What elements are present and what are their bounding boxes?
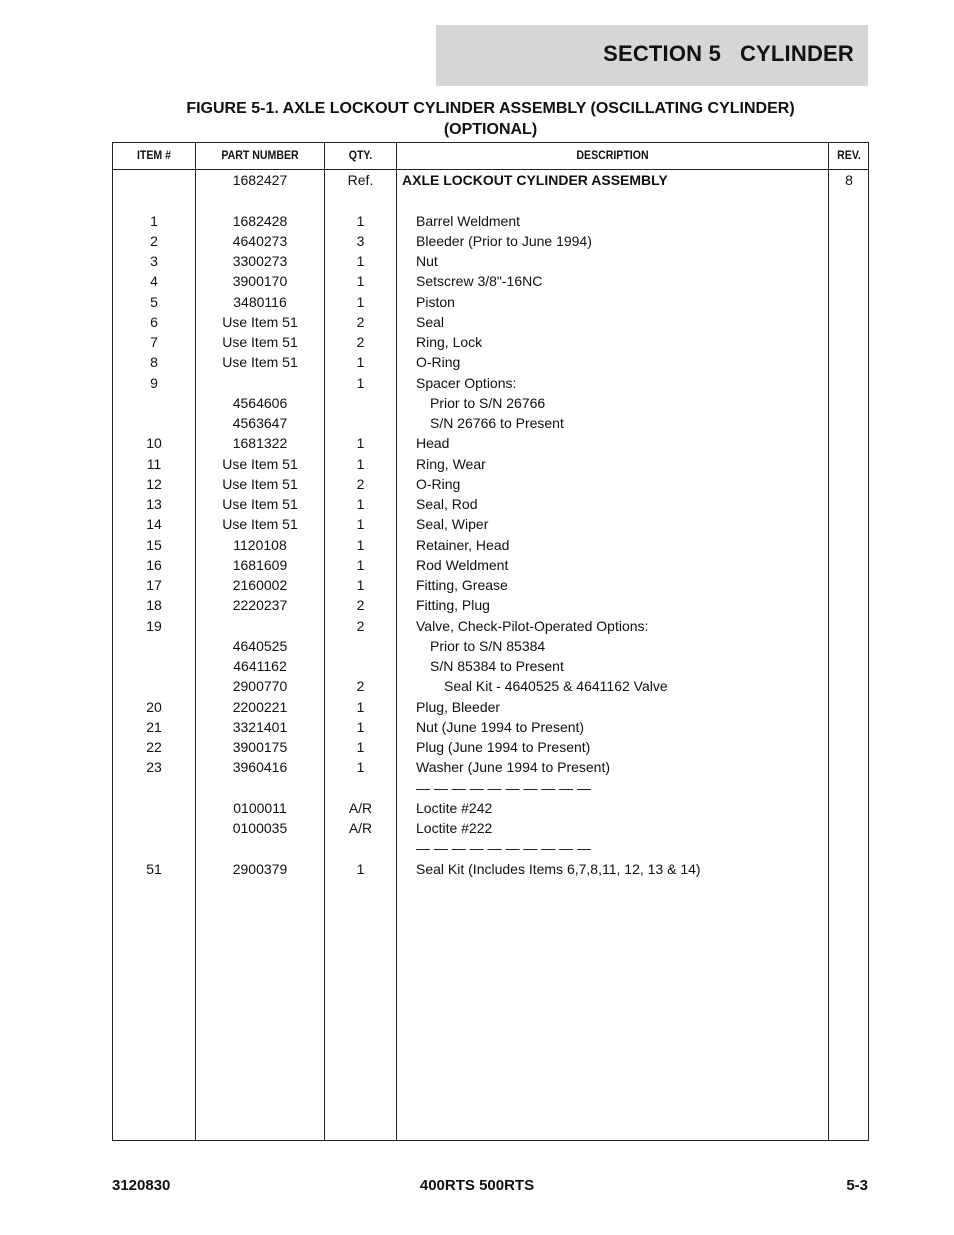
description: Head — [416, 435, 450, 452]
description: Nut (June 1994 to Present) — [416, 718, 585, 735]
part-number: 4564606 — [232, 394, 288, 411]
description: S/N 26766 to Present — [430, 415, 564, 431]
table-row — [113, 798, 868, 818]
description: S/N 85384 to Present — [430, 658, 564, 674]
quantity: 1 — [356, 759, 365, 776]
description: Bleeder (Prior to June 1994) — [416, 232, 592, 249]
description: Setscrew 3/8"-16NC — [416, 273, 543, 290]
table-row — [113, 514, 868, 534]
description: O-Ring — [416, 475, 461, 492]
table-row — [113, 373, 868, 393]
table-row — [113, 737, 868, 757]
table-row — [113, 454, 868, 474]
header-description: DESCRIPTION — [576, 148, 649, 162]
table-row — [113, 757, 868, 777]
footer-page-number: 5-3 — [846, 1177, 868, 1194]
table-row — [113, 778, 868, 798]
part-number: Use Item 51 — [222, 354, 298, 371]
item-number: 13 — [146, 496, 162, 512]
table-row — [113, 636, 868, 656]
table-row — [113, 859, 868, 879]
quantity: 2 — [356, 334, 365, 350]
quantity: 1 — [356, 455, 365, 472]
description: Seal, Wiper — [416, 516, 489, 533]
table-row — [113, 838, 868, 858]
part-number: 4641162 — [233, 658, 287, 674]
item-number: 5 — [150, 293, 158, 310]
table-row — [113, 575, 868, 595]
quantity: 1 — [356, 496, 365, 512]
table-row — [113, 231, 868, 251]
description: Prior to S/N 26766 — [430, 394, 546, 411]
quantity: 1 — [356, 860, 365, 877]
part-number: 4640273 — [232, 232, 288, 249]
quantity: 1 — [356, 435, 365, 452]
part-number: 3900170 — [232, 273, 288, 290]
table-row — [113, 494, 868, 514]
table-row — [113, 251, 868, 271]
table-row — [113, 656, 868, 676]
header-qty: QTY. — [348, 148, 373, 162]
part-number: Use Item 51 — [222, 475, 298, 492]
quantity: 1 — [356, 556, 365, 573]
item-number: 22 — [146, 739, 162, 755]
item-number: 21 — [146, 718, 162, 735]
quantity: 1 — [356, 577, 365, 593]
description: Loctite #222 — [416, 820, 493, 836]
table-body — [113, 170, 868, 879]
quantity: 1 — [356, 212, 365, 229]
description: Piston — [416, 293, 455, 310]
description: Ring, Wear — [416, 455, 486, 472]
description: Plug, Bleeder — [416, 698, 501, 715]
header-part-number: PART NUMBER — [221, 148, 299, 162]
table-row — [113, 818, 868, 838]
figure-title: FIGURE 5-1. AXLE LOCKOUT CYLINDER ASSEMBLY (OSCILLATING CYLINDER) — [186, 100, 795, 117]
description: Retainer, Head — [416, 536, 510, 553]
quantity: 2 — [356, 617, 365, 634]
table-row — [113, 535, 868, 555]
item-number: 2 — [150, 232, 158, 249]
quantity: 1 — [356, 354, 365, 371]
description: Seal, Rod — [416, 496, 478, 512]
quantity: 1 — [356, 718, 365, 735]
item-number: 14 — [146, 516, 162, 533]
part-number: 1681322 — [232, 435, 288, 452]
part-number: 1682428 — [232, 212, 288, 229]
quantity: Ref. — [347, 172, 374, 188]
table-row — [113, 717, 868, 737]
table-row — [113, 474, 868, 494]
part-number: Use Item 51 — [222, 455, 298, 472]
table-row — [113, 697, 868, 717]
table-row — [113, 211, 868, 231]
part-number: 3960416 — [232, 759, 288, 776]
description: AXLE LOCKOUT CYLINDER ASSEMBLY — [402, 172, 668, 188]
part-number: 2200221 — [232, 698, 288, 715]
item-number: 4 — [150, 273, 158, 290]
table-row — [113, 393, 868, 413]
part-number: 0100035 — [232, 820, 288, 836]
item-number: 20 — [146, 698, 162, 715]
part-number: 1681609 — [232, 556, 288, 573]
quantity: 1 — [356, 536, 365, 553]
table-row — [113, 271, 868, 291]
part-number: 3300273 — [232, 253, 288, 269]
revision: 8 — [845, 172, 853, 188]
item-number: 9 — [150, 374, 158, 391]
item-number: 1 — [150, 212, 158, 229]
item-number: 51 — [146, 860, 162, 877]
part-number: 1682427 — [232, 172, 288, 188]
description: Prior to S/N 85384 — [430, 637, 546, 654]
part-number: 0100011 — [233, 799, 287, 816]
description: Seal Kit - 4640525 & 4641162 Valve — [444, 678, 668, 695]
description: Plug (June 1994 to Present) — [416, 739, 591, 755]
part-number: 2160002 — [232, 577, 288, 593]
description: Seal — [416, 313, 445, 330]
quantity: 3 — [356, 232, 365, 249]
quantity: 1 — [356, 273, 365, 290]
section-header — [436, 25, 868, 86]
item-number: 23 — [146, 759, 162, 776]
part-number: 3480116 — [233, 293, 287, 310]
quantity: 2 — [356, 475, 365, 492]
item-number: 16 — [146, 556, 162, 573]
description: Rod Weldment — [416, 556, 509, 573]
part-number: 4563647 — [232, 415, 288, 431]
table-row — [113, 332, 868, 352]
table-row — [113, 170, 868, 190]
item-number: 10 — [146, 435, 162, 452]
part-number: Use Item 51 — [222, 496, 298, 512]
description: — — — — — — — — — — — [416, 840, 592, 857]
item-number: 6 — [150, 313, 158, 330]
description: O-Ring — [416, 354, 461, 371]
part-number: 1120108 — [233, 536, 287, 553]
quantity: 1 — [356, 253, 365, 269]
description: Fitting, Plug — [416, 597, 490, 614]
part-number: Use Item 51 — [222, 334, 298, 350]
item-number: 12 — [146, 475, 162, 492]
description: Valve, Check-Pilot-Operated Options: — [416, 617, 649, 634]
header-rev: REV. — [837, 148, 861, 162]
part-number: 3321401 — [232, 718, 288, 735]
quantity: 1 — [356, 516, 365, 533]
quantity: A/R — [348, 820, 373, 836]
footer-doc-number: 3120830 — [112, 1177, 171, 1194]
description: Nut — [416, 253, 438, 269]
quantity: 1 — [356, 374, 365, 391]
quantity: A/R — [348, 799, 373, 816]
part-number: 2900770 — [232, 678, 288, 695]
table-row — [113, 190, 868, 210]
part-number: 3900175 — [232, 739, 288, 755]
section-title: SECTION 5 CYLINDER — [603, 41, 854, 66]
quantity: 2 — [356, 678, 365, 695]
description: Fitting, Grease — [416, 577, 508, 593]
table-row — [113, 676, 868, 696]
parts-table — [112, 142, 869, 1141]
table-row — [113, 433, 868, 453]
table-row — [113, 292, 868, 312]
item-number: 17 — [146, 577, 162, 593]
table-row — [113, 413, 868, 433]
description: Spacer Options: — [416, 374, 517, 391]
quantity: 2 — [356, 597, 365, 614]
table-row — [113, 616, 868, 636]
table-row — [113, 352, 868, 372]
description: Loctite #242 — [416, 799, 493, 816]
description: — — — — — — — — — — — [416, 779, 592, 796]
part-number: 2220237 — [232, 597, 288, 614]
quantity: 2 — [356, 313, 365, 330]
item-number: 15 — [146, 536, 162, 553]
footer-model: 400RTS 500RTS — [419, 1177, 535, 1194]
quantity: 1 — [356, 293, 365, 310]
item-number: 18 — [146, 597, 162, 614]
table-row — [113, 595, 868, 615]
table-row — [113, 555, 868, 575]
item-number: 3 — [150, 253, 158, 269]
header-item: ITEM # — [136, 148, 172, 162]
description: Washer (June 1994 to Present) — [416, 759, 611, 776]
item-number: 7 — [150, 334, 158, 350]
figure-subtitle: (OPTIONAL) — [443, 121, 538, 138]
item-number: 19 — [146, 617, 162, 634]
item-number: 11 — [146, 455, 162, 472]
part-number: 4640525 — [232, 637, 288, 654]
description: Seal Kit (Includes Items 6,7,8,11, 12, 13 & 14) — [416, 860, 701, 877]
description: Ring, Lock — [416, 334, 483, 350]
part-number: Use Item 51 — [222, 516, 298, 533]
quantity: 1 — [356, 739, 365, 755]
item-number: 8 — [150, 354, 158, 371]
description: Barrel Weldment — [416, 212, 521, 229]
part-number: 2900379 — [232, 860, 288, 877]
table-row — [113, 312, 868, 332]
part-number: Use Item 51 — [222, 313, 298, 330]
quantity: 1 — [356, 698, 365, 715]
